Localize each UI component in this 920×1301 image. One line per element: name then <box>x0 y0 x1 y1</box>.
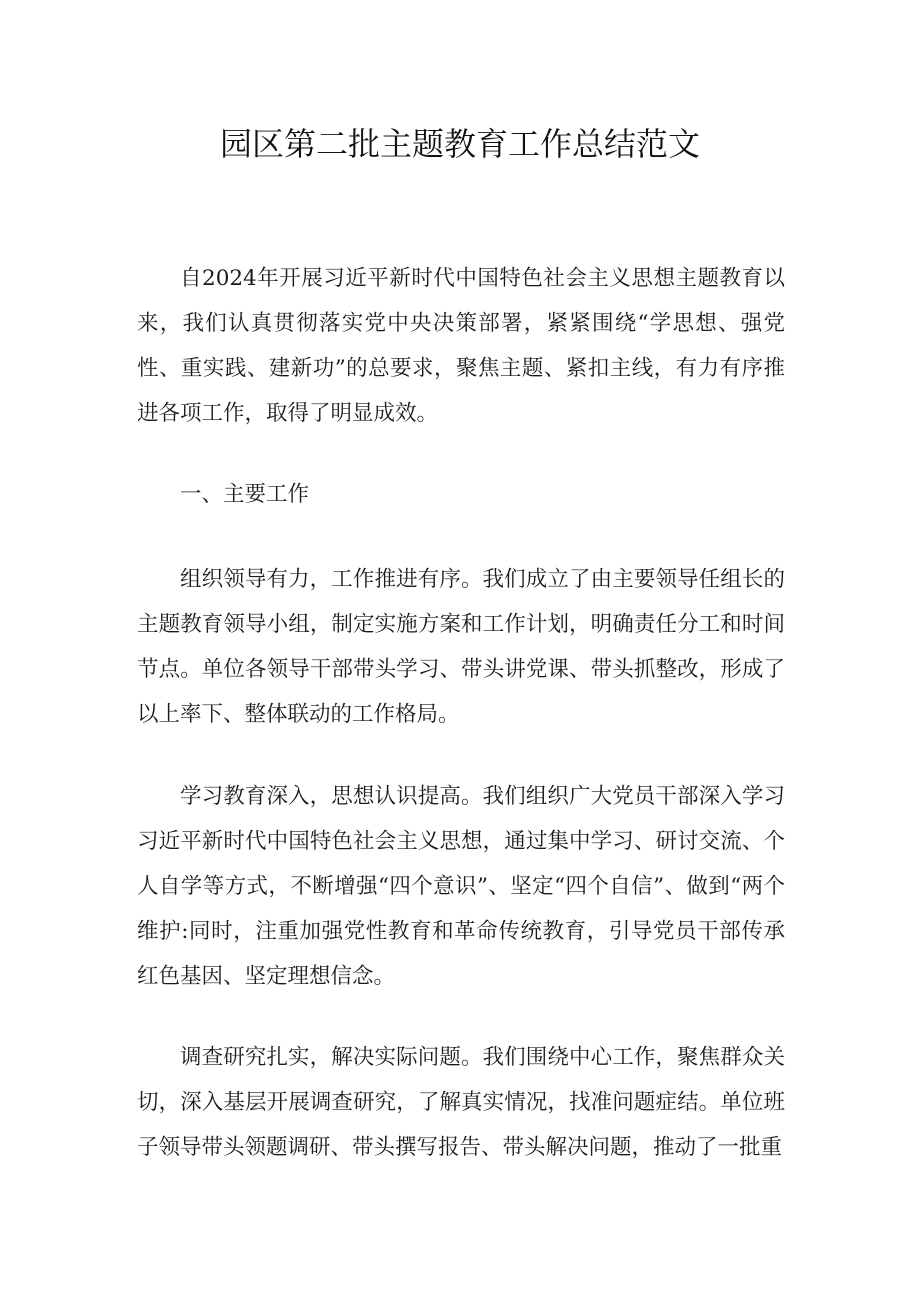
document-title: 园区第二批主题教育工作总结范文 <box>219 125 700 163</box>
paragraph-organization-leadership: 组织领导有力，工作推进有序。我们成立了由主要领导任组长的主题教育领导小组，制定实施方案和工作计划，明确责任分工和时间节点。单位各领导干部带头学习、带头讲党课、带头抓整改，形成了以上率下、整体联动的工作格局。 <box>137 567 785 727</box>
paragraph-investigation-research: 调查研究扎实，解决实际问题。我们围绕中心工作，聚焦群众关切，深入基层开展调查研究，了解真实情况，找准问题症结。单位班子领导带头领题调研、带头撰写报告、带头解决问题，推动了一批重 <box>137 1045 785 1160</box>
section-heading-main-work: 一、主要工作 <box>180 482 310 507</box>
paragraph-study-education: 学习教育深入，思想认识提高。我们组织广大党员干部深入学习习近平新时代中国特色社会主义思想，通过集中学习、研讨交流、个人自学等方式，不断增强“四个意识”、坚定“四个自信”、做到“两个维护:同时，注重加强党性教育和革命传统教育，引导党员干部传承红色基因、坚定理想信念。 <box>137 784 785 989</box>
intro-paragraph: 自2024年开展习近平新时代中国特色社会主义思想主题教育以来，我们认真贯彻落实党中央决策部署，紧紧围绕“学思想、强党性、重实践、建新功”的总要求，聚焦主题、紧扣主线，有力有序推进各项工作，取得了明显成效。 <box>137 266 785 426</box>
